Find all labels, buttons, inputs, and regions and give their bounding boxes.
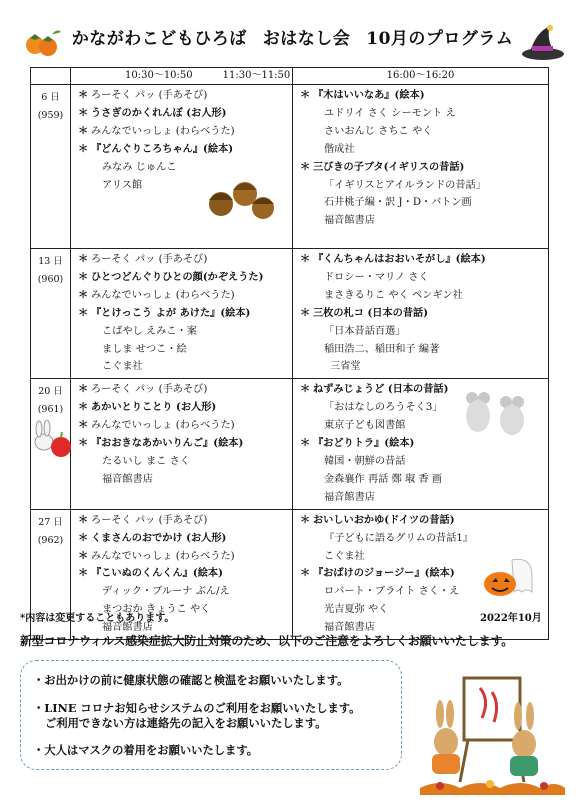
program-line: 「おはなしのろうそく3」 — [324, 402, 443, 414]
header-day — [31, 68, 71, 85]
program-line: ＊ ひとつどんぐりひとの顔(かぞえうた) — [78, 269, 292, 287]
covid-notice: 新型コロナウィルス感染症拡大防止対策のため、以下のご注意をよろしくお願いいたします。 — [20, 634, 514, 648]
title-program: 10月のプログラム — [366, 29, 514, 49]
request-item: ・大人はマスクの着用をお願いいたします。 — [33, 743, 259, 757]
request-item: ご利用できない方は連絡先の記入をお願いいたします。 — [45, 716, 327, 730]
program-line: 韓国・朝鮮の昔話 — [324, 455, 406, 467]
rabbits-painting-icon — [420, 670, 565, 795]
program-line: まさきるりこ やく ペンギン社 — [324, 289, 463, 301]
request-item: ・お出かけの前に健康状態の確認と検温をお願いいたします。 — [33, 673, 349, 687]
acorns-icon — [205, 172, 277, 220]
program-line: ＊ 『とけっこう よが あけた』(絵本) — [78, 305, 292, 323]
program-line: ＊ あかいとりことり (お人形) — [78, 399, 292, 417]
program-line: ＊ 三枚の札コ (日本の昔話) — [300, 305, 548, 323]
day-cell — [31, 85, 71, 249]
program-line: ＊ ろーそく パッ (手あそび) — [78, 381, 292, 399]
program-line: ＊ 『おおきなあかいりんご』(絵本) — [78, 435, 292, 453]
program-line: ＊ 『おばけのジョージー』(絵本) — [300, 565, 548, 583]
day-cell — [31, 249, 71, 379]
date-label: 20 日 — [38, 386, 63, 398]
morning-program — [71, 85, 293, 249]
program-line: ＊ みんなでいっしょ (わらべうた) — [78, 417, 292, 435]
change-note: *内容は変更することもあります。 — [20, 613, 175, 624]
program-line: ＊ くまさんのおでかけ (お人形) — [78, 530, 292, 548]
program-line: 福音館書店 — [324, 622, 375, 634]
program-line: ドロシー・マリノ さく — [324, 271, 429, 283]
program-line: 「イギリスとアイルランドの昔話」 — [324, 179, 486, 191]
program-line: 三省堂 — [330, 361, 361, 373]
program-line: ＊ みんなでいっしょ (わらべうた) — [78, 548, 292, 566]
evening-program — [293, 85, 549, 249]
program-line: ＊ 『こいぬのくんくん』(絵本) — [78, 565, 292, 583]
program-line: みなみ じゅんこ — [102, 161, 177, 173]
mice-icon — [458, 388, 530, 438]
program-line: 福音館書店 — [102, 473, 153, 485]
table-row — [31, 249, 549, 379]
program-line: ＊ 『くんちゃんはおおいそがし』(絵本) — [300, 251, 548, 269]
slot3-label: 16:00～16:20 — [386, 70, 455, 81]
program-line: さいおんじ さちこ やく — [324, 125, 433, 137]
program-line: 『子どもに語るグリムの昔話1』 — [324, 532, 474, 544]
program-line: ＊ ろーそく パッ (手あそび) — [78, 251, 292, 269]
program-line: ＊ みんなでいっしょ (わらべうた) — [78, 287, 292, 305]
title-event: おはなし会 — [262, 29, 351, 49]
program-line: 偕成社 — [324, 143, 355, 155]
program-line: ユドリイ さく シーモント え — [324, 107, 456, 119]
program-line: アリス館 — [102, 179, 143, 191]
requests-box — [20, 660, 402, 770]
program-line: 東京子ども図書館 — [324, 420, 406, 432]
program-line: 光吉夏弥 やく — [324, 604, 389, 616]
title-org: かながわこどもひろば — [71, 29, 247, 49]
evening-program — [293, 249, 549, 379]
session-number: (960) — [37, 273, 64, 285]
program-line: 稲田浩二、稲田和子 編著 — [324, 343, 440, 355]
program-line: ＊ 『どんぐりころちゃん』(絵本) — [78, 141, 292, 159]
header-evening — [293, 68, 549, 85]
program-line: ＊ 『おどりトラ』(絵本) — [300, 435, 548, 453]
date-label: 13 日 — [38, 256, 63, 267]
program-line: こぐま社 — [102, 361, 143, 373]
session-number: (959) — [37, 109, 64, 121]
program-line: ＊ 三びきの子ブタ(イギリスの昔話) — [300, 159, 548, 177]
issue-date: 2022年10月 — [480, 613, 542, 624]
morning-program — [71, 249, 293, 379]
program-table — [30, 67, 549, 640]
session-number: (962) — [37, 534, 64, 546]
program-line: ＊ ろーそく パッ (手あそび) — [78, 512, 292, 530]
program-line: こぐま社 — [324, 550, 365, 562]
date-label: 6 日 — [41, 92, 60, 103]
rabbit-apple-icon — [30, 420, 74, 460]
session-number: (961) — [37, 404, 64, 416]
program-line: ＊ 『木はいいなあ』(絵本) — [300, 87, 548, 105]
request-item: ・LINE コロナお知らせシステムのご利用をお願いいたします。 — [33, 701, 361, 715]
table-header-row — [31, 68, 549, 85]
slot1-label: 10:30～10:50 — [125, 70, 193, 81]
program-line: ましま せつこ・絵 — [102, 343, 187, 355]
pumpkin-ghost-icon — [482, 556, 538, 598]
page-title — [0, 24, 585, 49]
program-line: 金森襄作 再話 鄭 琡 香 画 — [324, 473, 443, 485]
program-line: まつおか きょうこ やく — [102, 604, 211, 616]
table-row — [31, 85, 549, 249]
program-line: 福音館書店 — [324, 215, 375, 227]
date-label: 27 日 — [38, 516, 63, 528]
program-line: ＊ うさぎのかくれんぼ (お人形) — [78, 105, 292, 123]
slot2-label: 11:30～11:50 — [222, 70, 291, 81]
program-line: 「日本昔話百選」 — [324, 325, 406, 337]
program-line: ＊ ろーそく パッ (手あそび) — [78, 87, 292, 105]
program-line: ロバート・ブライト さく・え — [324, 586, 460, 598]
program-line: ＊ みんなでいっしょ (わらべうた) — [78, 123, 292, 141]
program-line: 福音館書店 — [324, 491, 375, 503]
program-line: 石井桃子編・訳 J・D・バトン画 — [324, 197, 472, 209]
program-line: こばやし えみこ・案 — [102, 325, 197, 337]
header-morning — [71, 68, 293, 85]
program-line: ＊ おいしいおかゆ(ドイツの昔話) — [300, 512, 548, 530]
program-line: 福音館書店 — [102, 622, 153, 634]
program-line: たるいし まこ さく — [102, 455, 190, 467]
morning-program — [71, 379, 293, 509]
program-line: ＊ ねずみじょうど (日本の昔話) — [300, 381, 548, 399]
program-line: ディック・ブルーナ ぶん/え — [102, 586, 230, 598]
